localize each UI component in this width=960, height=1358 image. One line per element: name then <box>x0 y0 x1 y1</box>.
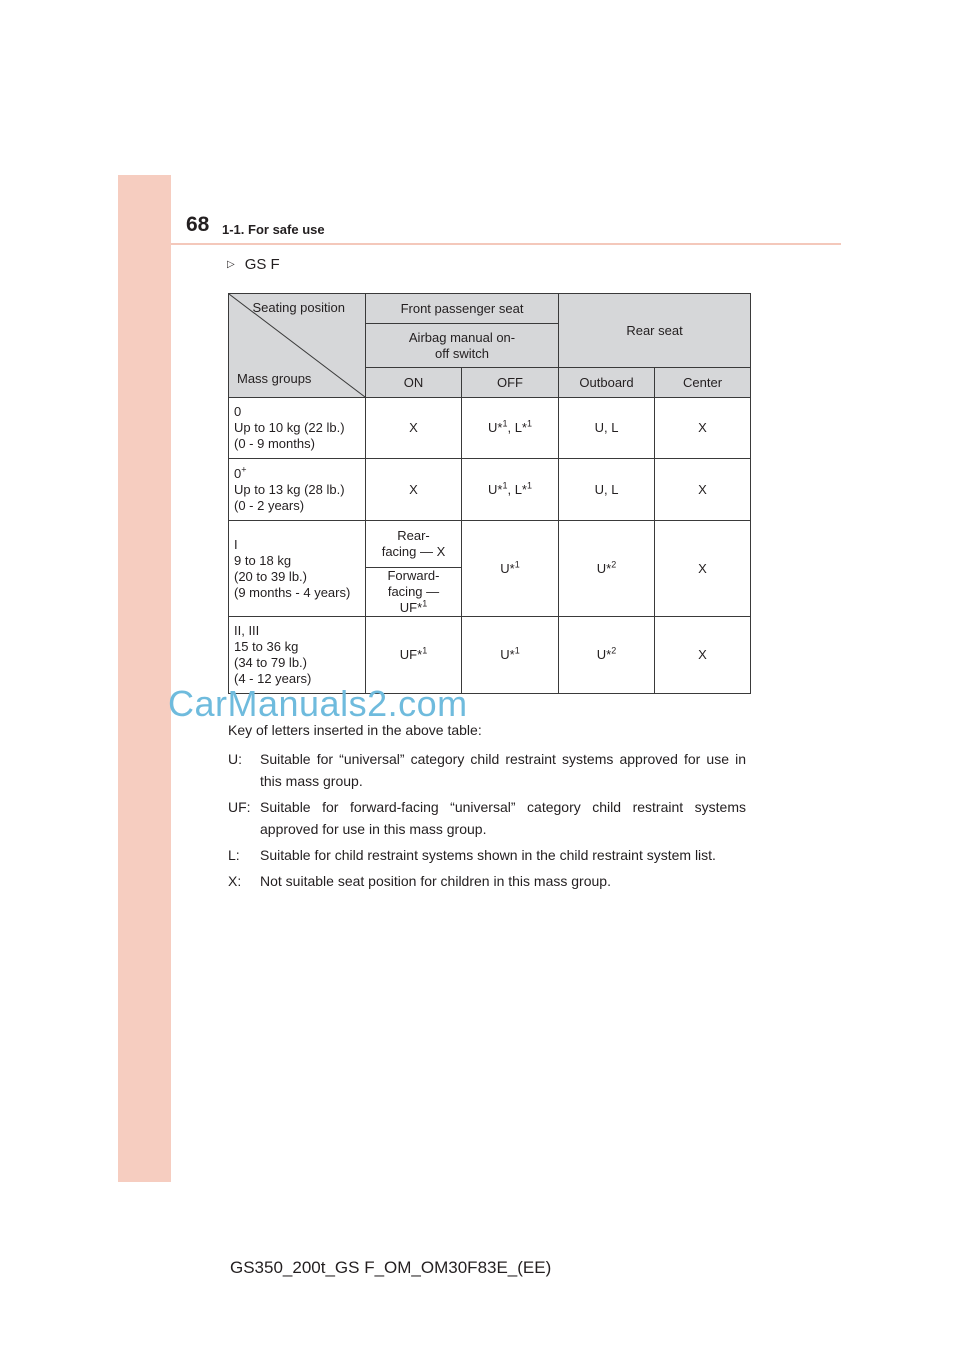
col-on-header: ON <box>366 368 462 398</box>
triangle-bullet-icon: ▷ <box>227 259 235 270</box>
key-code: L: <box>228 847 240 863</box>
cell-center: X <box>655 521 751 617</box>
key-description: Not suitable seat position for children in this mass group. <box>260 873 611 889</box>
key-code: U: <box>228 751 242 767</box>
cell-off: U*$^1$, L*$^1$ <box>462 398 559 459</box>
table-row <box>229 398 751 459</box>
cell-outboard: U*$^2$ <box>559 521 655 617</box>
list-item <box>228 844 746 866</box>
section-title: 1-1. For safe use <box>222 222 325 237</box>
key-code: X: <box>228 873 242 889</box>
mass-group-label: 0 Up to 10 kg (22 lb.) (0 - 9 months) <box>229 398 366 459</box>
key-intro: Key of letters inserted in the above table: <box>228 722 482 738</box>
cell-on-forward-facing: Forward-facing — UF*$^1$ <box>366 568 462 617</box>
cell-on: UF*$^1$ <box>366 617 462 694</box>
cell-center: X <box>655 459 751 521</box>
col-outboard-header: Outboard <box>559 368 655 398</box>
table-row <box>229 459 751 521</box>
front-passenger-header: Front passenger seat <box>366 294 559 324</box>
col-center-header: Center <box>655 368 751 398</box>
cell-center: X <box>655 617 751 694</box>
list-item <box>228 748 746 792</box>
subheading-text: GS F <box>244 256 280 273</box>
table-row <box>229 521 751 568</box>
cell-outboard: U*$^2$ <box>559 617 655 694</box>
list-item <box>228 870 746 892</box>
cell-off: U*$^1$, L*$^1$ <box>462 459 559 521</box>
table-row <box>229 617 751 694</box>
cell-center: X <box>655 398 751 459</box>
key-description: Suitable for child restraint systems shown in the child restraint system list. <box>260 847 716 863</box>
cell-on-rear-facing: Rear-facing — X <box>366 521 462 568</box>
key-description: Suitable for “universal” category child restraint systems approved for use in this mass group. <box>260 751 746 789</box>
document-code: GS350_200t_GS F_OM_OM30F83E_(EE) <box>230 1258 552 1277</box>
mass-group-label: II, III 15 to 36 kg (34 to 79 lb.) (4 - 12 years) <box>229 617 366 694</box>
subheading <box>227 256 280 273</box>
key-list <box>228 748 746 896</box>
mass-group-label: I 9 to 18 kg (20 to 39 lb.) (9 months - 4 years) <box>229 521 366 617</box>
list-item <box>228 796 746 840</box>
cell-outboard: U, L <box>559 459 655 521</box>
cell-on: X <box>366 398 462 459</box>
page-number: 68 <box>186 213 210 236</box>
key-code: UF: <box>228 799 251 815</box>
cell-off: U*$^1$ <box>462 617 559 694</box>
rear-seat-header: Rear seat <box>559 294 751 368</box>
mass-group-label: 0+ Up to 13 kg (28 lb.) (0 - 2 years) <box>229 459 366 521</box>
cell-outboard: U, L <box>559 398 655 459</box>
mass-groups-label: Mass groups <box>237 371 312 386</box>
corner-header-cell <box>229 294 366 398</box>
header-rule <box>171 243 841 245</box>
side-color-strip <box>118 175 171 1182</box>
watermark-logo[interactable]: CarManuals2.com <box>168 683 468 724</box>
seating-position-label: Seating position <box>252 300 345 315</box>
child-restraint-table <box>228 293 751 694</box>
airbag-switch-header: Airbag manual on-off switch <box>366 324 559 368</box>
key-description: Suitable for forward-facing “universal” category child restraint systems approved for use in this mass group. <box>260 799 746 837</box>
col-off-header: OFF <box>462 368 559 398</box>
cell-off: U*$^1$ <box>462 521 559 617</box>
cell-on: X <box>366 459 462 521</box>
